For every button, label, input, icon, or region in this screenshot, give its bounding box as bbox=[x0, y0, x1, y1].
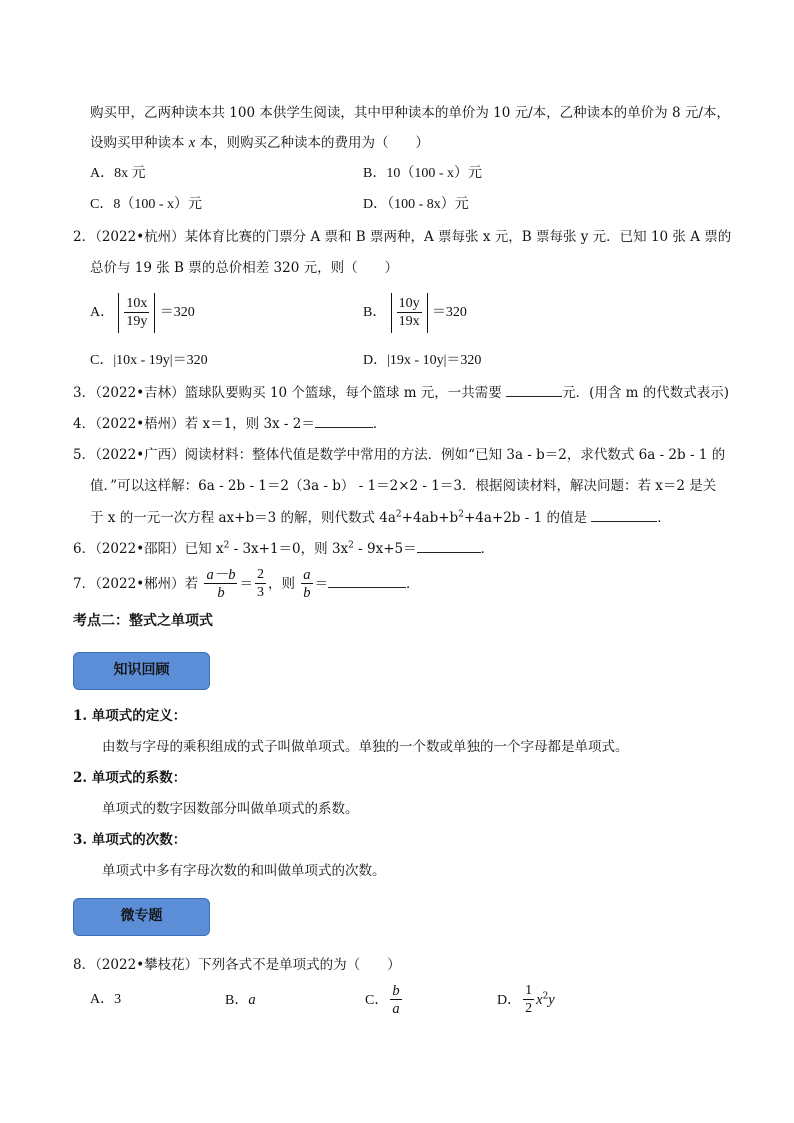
q2-line2: 总价与 19 张 B 票的总价相差 320 元，则（ ） bbox=[90, 260, 399, 276]
q7: 7．（2022•郴州）若 $\frac{a-b}{b}$ ＝ $\frac{2}{3}$ ，则 $\frac{a}{b}$ ＝ ． bbox=[73, 567, 420, 601]
q2-option-b: B． $\frac{10y}{19x}$ ＝320 bbox=[363, 292, 467, 333]
knowledge-review-box: 知识回顾 bbox=[73, 652, 210, 690]
q2-line1: 2．（2022•杭州）某体育比赛的门票分 A 票和 B 票两种，A 票每张 x 元，B 票每张 y 元．已知 10 张 A 票的 bbox=[73, 229, 732, 245]
q1-option-c: C．8（100 - x）元 bbox=[90, 197, 202, 212]
q8-stem: 8．（2022•攀枝花）下列各式不是单项式的为（ ） bbox=[73, 957, 401, 973]
q5-line1: 5．（2022•广西）阅读材料：整体代值是数学中常用的方法．例如“已知 3a - b＝2，求代数式 6a - 2b - 1 的 bbox=[73, 447, 726, 463]
micro-topic-box: 微专题 bbox=[73, 898, 210, 936]
q1-line2: 设购买甲种读本 x 本，则购买乙种读本的费用为（ ） bbox=[90, 135, 430, 151]
q4: 4．（2022•梧州）若 x＝1，则 3x - 2＝ ． bbox=[73, 416, 387, 432]
q2-option-c: C．|10x - 19y|＝320 bbox=[90, 353, 208, 368]
def3-body: 单项式中多有字母次数的和叫做单项式的次数。 bbox=[102, 863, 386, 879]
q6: 6．（2022•邵阳）已知 $x^2 - 3x+1=0$，则 $3x^2 - 9x+5=$ ． bbox=[73, 540, 495, 557]
q1-option-b: B．10（100 - x）元 bbox=[363, 166, 482, 181]
q1-option-d: D．（100 - 8x）元 bbox=[363, 197, 469, 212]
q8-option-d: D． $\frac{1}{2}$ $x^2y$ bbox=[497, 983, 555, 1016]
def2-title: 2. 单项式的系数： bbox=[73, 770, 187, 786]
def3-title: 3. 单项式的次数： bbox=[73, 832, 187, 848]
q2-option-d: D．|19x - 10y|＝320 bbox=[363, 353, 482, 368]
section-title: 考点二：整式之单项式 bbox=[73, 613, 213, 629]
q5-line2: 值．”可以这样解：6a - 2b - 1＝2（3a - b） - 1＝2×2 - 1＝3．根据阅读材料，解决问题：若 x＝2 是关 bbox=[90, 478, 717, 494]
q3: 3．（2022•吉林）篮球队要购买 10 个篮球，每个篮球 m 元，一共需要 元．(用含 m 的代数式表示) bbox=[73, 385, 730, 401]
q8-option-a: A．3 bbox=[90, 992, 122, 1007]
q8-option-c: C． $\frac{b}{a}$ bbox=[365, 983, 400, 1017]
def2-body: 单项式的数字因数部分叫做单项式的系数。 bbox=[102, 801, 359, 817]
def1-title: 1. 单项式的定义： bbox=[73, 708, 187, 724]
q1-line1: 购买甲，乙两种读本共 100 本供学生阅读，其中甲种读本的单价为 10 元/本，乙种读本的单价为 8 元/本， bbox=[90, 105, 730, 121]
q5-line3: 于 x 的一元一次方程 ax+b＝3 的解，则代数式 $4a^2+4ab+b^2+4a+2b - 1$ 的值是 ． bbox=[90, 509, 671, 526]
q1-option-a: A．8x 元 bbox=[90, 166, 146, 181]
q2-option-a: A． $\frac{10x}{19y}$ ＝320 bbox=[90, 292, 195, 333]
q8-option-b: B．a bbox=[225, 992, 256, 1008]
def1-body: 由数与字母的乘积组成的式子叫做单项式。单独的一个数或单独的一个字母都是单项式。 bbox=[102, 739, 629, 755]
